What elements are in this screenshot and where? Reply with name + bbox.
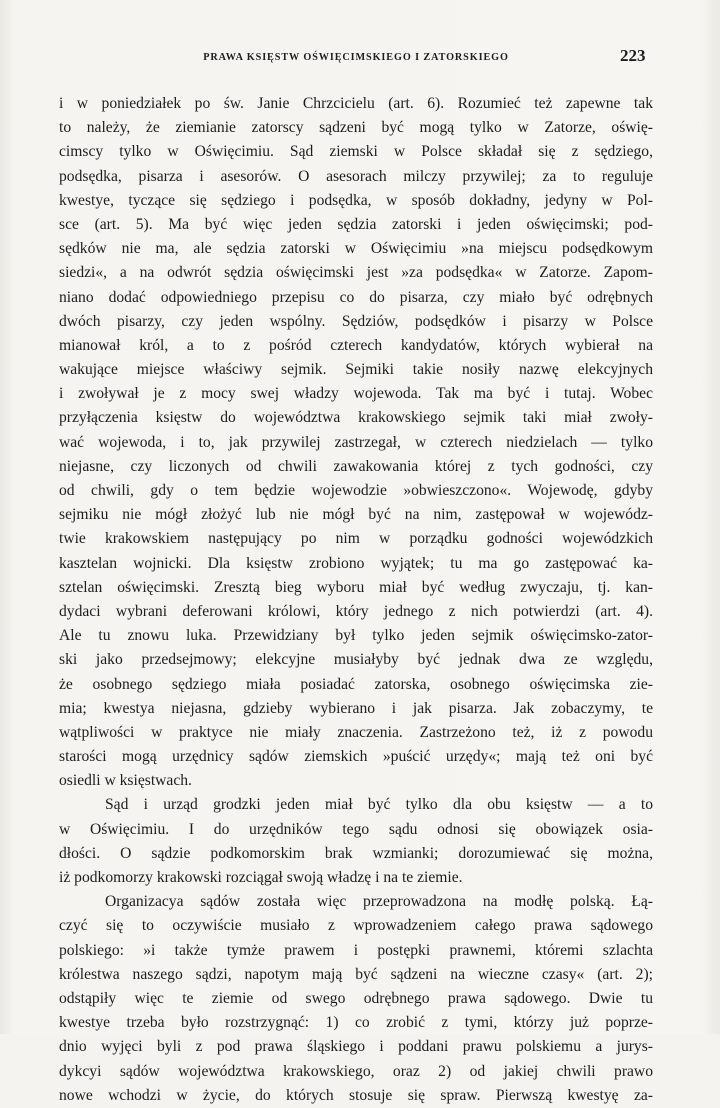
text-line: dnio wyjęci byli z pod prawa śląskiego i poddani prawu polskiemu a jurys- xyxy=(59,1038,653,1056)
running-header: PRAWA KSIĘSTW OŚWIĘCIMSKIEGO I ZATORSKIEGO xyxy=(203,52,509,63)
text-line: czyć się to oczywiście musiało z wprowadzeniem całego prawa sądowego xyxy=(59,917,653,935)
paragraph-end-line: iż podkomorzy krakowski rozciągał swoją władzę i na te ziemie. xyxy=(59,869,463,886)
text-line: dwóch pisarzy, czy jeden wspólny. Sędziów, podsędków i pisarzy w Polsce xyxy=(59,312,653,330)
text-line: kwestye, tyczące się sędziego i podsędka, w sposób dokładny, jedyny w Pol- xyxy=(59,191,653,209)
text-line: mianował król, a to z pośród czterech kandydatów, których wybierał na xyxy=(59,336,653,354)
text-line: wakujące miejsce właściwy sejmik. Sejmiki takie nosiły nazwę elekcyjnych xyxy=(59,361,653,379)
text-line: i w poniedziałek po św. Janie Chrzcicielu (art. 6). Rozumieć też zapewne tak xyxy=(59,95,653,112)
text-line: i zwoływał je z mocy swej władzy wojewoda. Tak ma być i tutaj. Wobec xyxy=(59,385,653,403)
text-line: wątpliwości w praktyce nie miały znaczenia. Zastrzeżono też, iż z powodu xyxy=(59,723,653,741)
body-text xyxy=(59,92,653,1108)
text-line: polskiego: »i także tymże prawem i postępki prawnemi, któremi szlachta xyxy=(59,941,653,959)
text-line: w Oświęcimiu. I do urzędników tego sądu odnosi się obowiązek osia- xyxy=(59,820,653,838)
text-line: to należy, że ziemianie zatorscy sądzeni być mogą tylko w Zatorze, oświę- xyxy=(59,119,653,137)
text-line: twie krakowskiem następujący po nim w porządku godności wojewódzkich xyxy=(59,530,653,548)
text-line: królestwa naszego sądzi, napotym mają być sądzeni na wieczne czasy« (art. 2); xyxy=(59,965,653,983)
text-line: kwestye trzeba było rozstrzygnąć: 1) co zrobić z tymi, którzy już poprze- xyxy=(59,1014,653,1032)
text-line: niano dodać odpowiedniego przepisu co do pisarza, czy miało być odrębnych xyxy=(59,288,653,306)
text-line: mia; kwestya niejasna, gdzieby wybierano i jak pisarza. Jak zobaczymy, te xyxy=(59,699,653,717)
text-line: wać wojewoda, i to, jak przywilej zastrzegał, w czterech niedzielach — tylko xyxy=(59,433,653,451)
text-line: Ale tu znowu luka. Przewidziany był tylko jeden sejmik oświęcimsko-zator- xyxy=(59,627,653,645)
text-line: dydaci wybrani deferowani królowi, który jednego z nich potwierdzi (art. 4). xyxy=(59,602,653,620)
text-line: sce (art. 5). Ma być więc jeden sędzia zatorski i jeden oświęcimski; pod- xyxy=(59,215,653,233)
text-line: od chwili, gdy o tem będzie wojewodzie »obwieszczono«. Wojewodę, gdyby xyxy=(59,482,653,499)
text-line: kasztelan wojnicki. Dla księstw zrobiono wyjątek; tu ma go zastępować ka- xyxy=(59,554,653,572)
text-line: siedzi«, a na odwrót sędzia oświęcimski jest »za podsędka« w Zatorze. Zapom- xyxy=(59,264,653,282)
text-line: przyłączenia księstw do województwa krakowskiego sejmik taki miał zwoły- xyxy=(59,409,653,427)
text-line: sędków nie ma, ale sędzia zatorski w Oświęcimiu »na miejscu podsędkowym xyxy=(59,240,653,258)
paragraph-end-line: osiedli w księstwach. xyxy=(59,772,192,790)
text-line: dykcyi sądów województwa krakowskiego, oraz 2) od jakiej chwili prawo xyxy=(59,1062,653,1080)
text-line: starości mogą urzędnicy sądów ziemskich »puścić urzędy«; mają też oni być xyxy=(59,748,653,766)
text-line: nowe wchodzi w życie, do których stosuje się spraw. Pierwszą kwestyę za- xyxy=(59,1086,653,1104)
text-line: dłości. O sądzie podkomorskim brak wzmianki; dorozumiewać się można, xyxy=(59,844,653,862)
text-line: cimscy tylko w Oświęcimiu. Sąd ziemski w Polsce składał się z sędziego, xyxy=(59,143,653,161)
text-line: odstąpiły więc te ziemie od swego odrębnego prawa sądowego. Dwie tu xyxy=(59,989,653,1007)
paragraph-start-line: Sąd i urząd grodzki jeden miał być tylko dla obu księstw — a to xyxy=(105,796,653,814)
text-line: sztelan oświęcimski. Zresztą bieg wyboru miał być według zwyczaju, tj. kan- xyxy=(59,578,653,596)
paragraph-start-line: Organizacya sądów została więc przeprowadzona na modłę polską. Łą- xyxy=(105,893,653,911)
text-line: podsędka, pisarza i asesorów. O asesorach milczy przywilej; za to reguluje xyxy=(59,167,653,185)
text-line: ski jako przedsejmowy; elekcyjne musiałyby być jednak dwa ze względu, xyxy=(59,651,653,669)
text-line: sejmiku nie mógł złożyć lub nie mógł być na nim, zastępował w wojewódz- xyxy=(59,506,653,524)
text-line: niejasne, czy liczonych od chwili zawakowania której z tych godności, czy xyxy=(59,457,653,475)
page-number: 223 xyxy=(620,46,646,65)
text-line: że osobnego sędziego miała posiadać zatorska, osobnego oświęcimska zie- xyxy=(59,675,653,693)
